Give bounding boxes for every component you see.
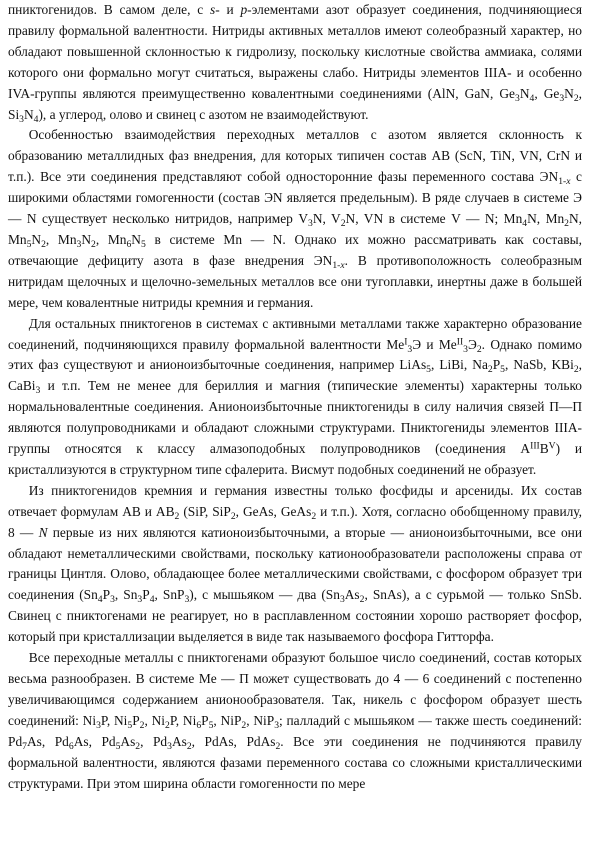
paragraph: пниктогенидов. В самом деле, с s- и p-элементами азот образует соединения, подчиняющиеся правилу формальной валентности. Нитриды активных металлов имеют солеобразный характер, но обладают повышенной склонностью к гидролизу, поскольку кислотные свойства аммиака, солями которого они формально могут считаться, выражены слабо. Нитриды элементов IIIA- и особенно IVA-группы являются преимущественно ковалентными соединениями (AlN, GaN, $Ge_3N_4$, $Ge_3N_2$, $Si_3N_4$), а углерод, олово и свинец с азотом не взаимодействуют. [8,2,583,125]
paragraph: Из пниктогенидов кремния и германия известны только фосфиды и арсениды. Их состав отвечает формулам AB и $AB_2$ (SiP, SiP$_2$, GeAs, GeAs$_2$ и т.п.). Хотя, согласно обобщенному правилу, 8 — N первые из них являются катионоизбыточными, а вторые — анионоизбыточными, все они обладают неметаллическими свойствами, поскольку катионообразователи расположены справа от границы Цинтля. Олово, обладающее более металлическими свойствами, с фосфором образует три соединения ($Sn_4P_3$, $Sn_3P_4$, SnP$_3$), с мышьяком — два ($Sn_3As_2$, SnAs), а с сурьмой — только SnSb. Свинец с пниктогенами не реагирует, но в расплавленном состоянии хорошо растворяет фосфор, который при кристаллизации выделяется в виде так называемого фосфора Гитторфа. [8,482,583,645]
paragraph: Для остальных пниктогенов в системах с активными металлами также характерно образование соединений, подчиняющихся правилу формальной валентности $Me^I_3Э$ и $Me^{II}_3Э_2$. Однако помимо этих фаз существуют и анионоизбыточные соединения, например LiAs$_5$, LiBi, $Na_2P_5$, NaSb, KBi$_2$, CaBi$_3$ и т.п. Тем не менее для бериллия и магния (типические элементы) характерны только нормальновалентные соединения. Анионоизбыточные пниктогениды в силу наличия связей П—П являются полупроводниками и обладают сложными структурами. Пниктогениды элементов IIIA-группы относятся к классу алмазоподобных полупроводников (соединения $A^{III}B^V$) и кристаллизуются в структурном типе сфалерита. Висмут подобных соединений не образует. [8,315,582,477]
paragraph: Особенностью взаимодействия переходных металлов с азотом является склонность к образованию металлидных фаз внедрения, для которых типичен состав АВ (ScN, TiN, VN, CrN и т.п.). Все эти соединения представляют собой односторонние фазы переменного состава $ЭN_{1-x}$ с широкими областями гомогенности (состав ЭN является предельным). В ряде случаев в системе Э — N существует несколько нитридов, например $V_3N$, $V_2N$, VN в системе V — N; $Mn_4N$, $Mn_2N$, $Mn_5N_2$, $Mn_3N_2$, $Mn_6N_5$ в системе Mn — N. Однако их можно рассматривать как составы, отвечающие дефициту азота в фазе внедрения $ЭN_{1-x}$. В противоположность солеобразным нитридам щелочных и щелочно-земельных металлов все они тугоплавки, инертны даже в большей мере, чем ковалентные нитриды кремния и германия. [8,127,583,310]
paragraph: Все переходные металлы с пниктогенами образуют большое число соединений, состав которых весьма разнообразен. В системе Me — П может существовать до 4 — 6 соединений с постепенно увеличивающимся содержанием анионообразователя. Так, никель с фосфором образует шесть соединений: $Ni_3P$, $Ni_5P_2$, $Ni_2P$, $Ni_6P_5$, NiP$_2$, NiP$_3$; палладий с мышьяком — также шесть соединений: $Pd_7As$, $Pd_6As$, $Pd_5As_2$, $Pd_3As_2$, PdAs, PdAs$_2$. Все эти соединения не подчиняются правилу формальной валентности, являются фазами переменного состава со сложными кристаллическими структурами. При этом ширина области гомогенности по мере [8,650,582,791]
